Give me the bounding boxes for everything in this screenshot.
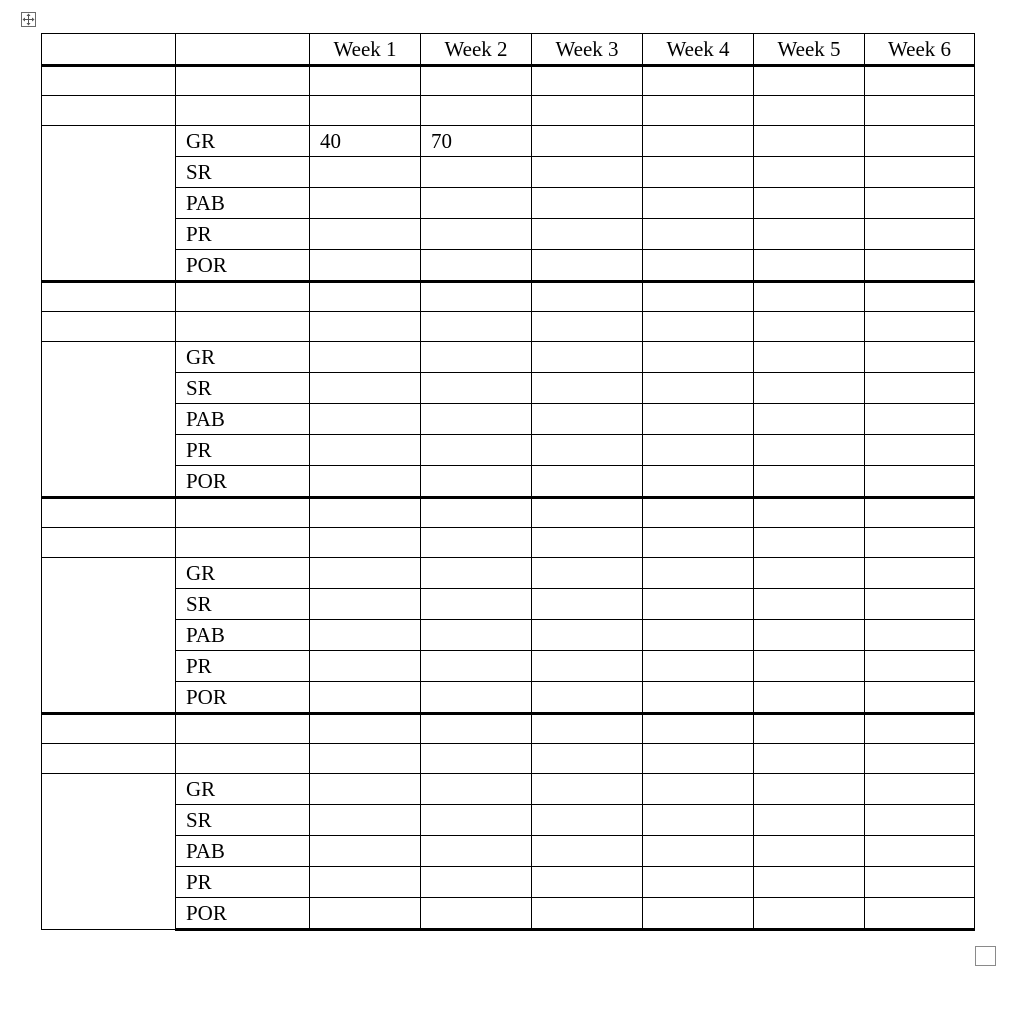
metric-row (42, 682, 975, 714)
empty-cell[interactable] (310, 744, 421, 774)
empty-cell[interactable] (421, 744, 532, 774)
header-blank-cell[interactable] (42, 34, 176, 66)
header-week-cell[interactable]: Week 2 (421, 34, 532, 66)
week-value-cell[interactable] (754, 250, 865, 282)
weekly-tracking-table (41, 33, 975, 931)
week-value-cell[interactable] (421, 682, 532, 714)
group-label-cell[interactable] (42, 774, 176, 930)
week-value-cell[interactable] (532, 589, 643, 620)
metric-label-cell[interactable]: POR (176, 898, 310, 930)
week-value-cell[interactable] (421, 342, 532, 373)
metric-label-cell[interactable]: GR (176, 342, 310, 373)
week-value-cell[interactable] (643, 651, 754, 682)
week-value-cell[interactable] (754, 157, 865, 188)
week-value-cell[interactable] (532, 651, 643, 682)
week-value-cell[interactable] (754, 898, 865, 930)
week-value-cell[interactable] (532, 682, 643, 714)
empty-cell[interactable] (176, 312, 310, 342)
week-value-cell[interactable] (754, 126, 865, 157)
metric-label-cell[interactable]: GR (176, 126, 310, 157)
metric-label-cell[interactable]: PAB (176, 188, 310, 219)
week-value-cell[interactable] (310, 558, 421, 589)
group-label-cell[interactable] (42, 558, 176, 714)
week-value-cell[interactable] (865, 682, 975, 714)
week-value-cell[interactable] (865, 836, 975, 867)
empty-cell[interactable] (532, 714, 643, 744)
empty-cell[interactable] (421, 282, 532, 312)
week-value-cell[interactable] (865, 126, 975, 157)
week-value-cell[interactable] (754, 188, 865, 219)
week-value-cell[interactable] (643, 867, 754, 898)
week-value-cell[interactable] (643, 898, 754, 930)
empty-cell[interactable] (42, 282, 176, 312)
week-value-cell[interactable] (643, 373, 754, 404)
week-value-cell[interactable] (643, 404, 754, 435)
metric-row (42, 867, 975, 898)
week-value-cell[interactable] (643, 219, 754, 250)
empty-cell[interactable] (754, 498, 865, 528)
empty-cell[interactable] (176, 714, 310, 744)
empty-cell[interactable] (865, 744, 975, 774)
week-value-cell[interactable] (643, 435, 754, 466)
metric-row (42, 188, 975, 219)
week-value-cell[interactable] (643, 805, 754, 836)
week-value-cell[interactable] (865, 342, 975, 373)
empty-cell[interactable] (532, 282, 643, 312)
week-value-cell[interactable] (643, 589, 754, 620)
empty-cell[interactable] (421, 312, 532, 342)
week-value-cell[interactable] (865, 157, 975, 188)
week-value-cell[interactable] (532, 867, 643, 898)
week-value-cell[interactable] (643, 682, 754, 714)
week-value-cell[interactable] (643, 157, 754, 188)
week-value-cell[interactable] (865, 898, 975, 930)
week-value-cell[interactable] (865, 805, 975, 836)
metric-label-cell[interactable]: POR (176, 250, 310, 282)
metric-row (42, 651, 975, 682)
week-value-cell[interactable] (421, 466, 532, 498)
metric-label-cell[interactable]: PR (176, 435, 310, 466)
header-week-cell[interactable]: Week 5 (754, 34, 865, 66)
header-blank-cell[interactable] (176, 34, 310, 66)
blank-row (42, 498, 975, 528)
week-value-cell[interactable]: 70 (421, 126, 532, 157)
week-value-cell[interactable] (643, 188, 754, 219)
week-value-cell[interactable] (532, 435, 643, 466)
empty-cell[interactable] (176, 528, 310, 558)
empty-cell[interactable] (865, 66, 975, 96)
metric-label-cell[interactable]: POR (176, 466, 310, 498)
week-value-cell[interactable] (754, 342, 865, 373)
empty-cell[interactable] (532, 528, 643, 558)
header-week-cell[interactable]: Week 1 (310, 34, 421, 66)
metric-row (42, 898, 975, 930)
week-value-cell[interactable] (310, 682, 421, 714)
blank-row (42, 714, 975, 744)
blank-row (42, 528, 975, 558)
week-value-cell[interactable] (532, 373, 643, 404)
empty-cell[interactable] (643, 714, 754, 744)
empty-cell[interactable] (532, 66, 643, 96)
header-week-cell[interactable]: Week 3 (532, 34, 643, 66)
metric-label-cell[interactable]: SR (176, 805, 310, 836)
week-value-cell[interactable] (310, 651, 421, 682)
week-value-cell[interactable] (421, 589, 532, 620)
empty-cell[interactable] (643, 498, 754, 528)
week-value-cell[interactable] (865, 219, 975, 250)
week-value-cell[interactable] (754, 373, 865, 404)
week-value-cell[interactable] (643, 558, 754, 589)
empty-cell[interactable] (643, 528, 754, 558)
week-value-cell[interactable] (421, 620, 532, 651)
week-value-cell[interactable] (643, 620, 754, 651)
week-value-cell[interactable] (310, 373, 421, 404)
group-label-cell[interactable] (42, 126, 176, 282)
week-value-cell[interactable] (310, 342, 421, 373)
week-value-cell[interactable] (532, 805, 643, 836)
metric-label-cell[interactable]: PAB (176, 404, 310, 435)
metric-row (42, 620, 975, 651)
week-value-cell[interactable] (865, 867, 975, 898)
week-value-cell[interactable] (754, 836, 865, 867)
week-value-cell[interactable] (532, 466, 643, 498)
empty-cell[interactable] (42, 744, 176, 774)
metric-label-cell[interactable]: PAB (176, 620, 310, 651)
empty-cell[interactable] (532, 312, 643, 342)
week-value-cell[interactable] (754, 435, 865, 466)
empty-cell[interactable] (865, 498, 975, 528)
four-arrows-icon (22, 13, 35, 26)
empty-cell[interactable] (421, 714, 532, 744)
week-value-cell[interactable] (310, 157, 421, 188)
empty-cell[interactable] (421, 66, 532, 96)
empty-cell[interactable] (310, 96, 421, 126)
week-value-cell[interactable] (532, 558, 643, 589)
metric-label-cell[interactable]: PR (176, 219, 310, 250)
week-value-cell[interactable] (754, 651, 865, 682)
week-value-cell[interactable] (310, 466, 421, 498)
blank-row (42, 66, 975, 96)
week-value-cell[interactable] (865, 404, 975, 435)
metric-row (42, 589, 975, 620)
week-value-cell[interactable] (754, 466, 865, 498)
metric-row (42, 404, 975, 435)
empty-cell[interactable] (310, 282, 421, 312)
week-value-cell[interactable] (532, 188, 643, 219)
week-value-cell[interactable] (421, 404, 532, 435)
week-value-cell[interactable] (421, 898, 532, 930)
week-value-cell[interactable] (421, 774, 532, 805)
empty-cell[interactable] (42, 714, 176, 744)
table-resize-handle-icon[interactable] (975, 946, 996, 966)
week-value-cell[interactable]: 40 (310, 126, 421, 157)
week-value-cell[interactable] (643, 342, 754, 373)
empty-cell[interactable] (421, 528, 532, 558)
week-value-cell[interactable] (643, 466, 754, 498)
week-value-cell[interactable] (421, 157, 532, 188)
empty-cell[interactable] (754, 312, 865, 342)
metric-label-cell[interactable]: SR (176, 589, 310, 620)
metric-row (42, 774, 975, 805)
metric-row (42, 805, 975, 836)
week-value-cell[interactable] (310, 898, 421, 930)
week-value-cell[interactable] (421, 219, 532, 250)
metric-row (42, 836, 975, 867)
week-value-cell[interactable] (532, 898, 643, 930)
week-value-cell[interactable] (421, 250, 532, 282)
week-value-cell[interactable] (865, 620, 975, 651)
empty-cell[interactable] (865, 528, 975, 558)
metric-row (42, 157, 975, 188)
empty-cell[interactable] (643, 744, 754, 774)
week-value-cell[interactable] (310, 867, 421, 898)
empty-cell[interactable] (865, 96, 975, 126)
empty-cell[interactable] (421, 96, 532, 126)
metric-row (42, 219, 975, 250)
header-week-cell[interactable]: Week 4 (643, 34, 754, 66)
week-value-cell[interactable] (310, 219, 421, 250)
week-value-cell[interactable] (754, 867, 865, 898)
week-value-cell[interactable] (865, 188, 975, 219)
week-value-cell[interactable] (421, 867, 532, 898)
empty-cell[interactable] (754, 66, 865, 96)
empty-cell[interactable] (42, 312, 176, 342)
week-value-cell[interactable] (421, 558, 532, 589)
week-value-cell[interactable] (532, 342, 643, 373)
header-row (42, 34, 975, 66)
week-value-cell[interactable] (865, 774, 975, 805)
empty-cell[interactable] (754, 744, 865, 774)
week-value-cell[interactable] (865, 589, 975, 620)
week-value-cell[interactable] (310, 589, 421, 620)
empty-cell[interactable] (754, 282, 865, 312)
empty-cell[interactable] (754, 528, 865, 558)
metric-row (42, 373, 975, 404)
week-value-cell[interactable] (532, 250, 643, 282)
week-value-cell[interactable] (421, 651, 532, 682)
empty-cell[interactable] (865, 312, 975, 342)
week-value-cell[interactable] (643, 836, 754, 867)
metric-label-cell[interactable]: POR (176, 682, 310, 714)
metric-row (42, 558, 975, 589)
blank-row (42, 282, 975, 312)
metric-label-cell[interactable]: SR (176, 157, 310, 188)
blank-row (42, 96, 975, 126)
week-value-cell[interactable] (865, 466, 975, 498)
week-value-cell[interactable] (754, 682, 865, 714)
week-value-cell[interactable] (865, 435, 975, 466)
week-value-cell[interactable] (865, 651, 975, 682)
metric-label-cell[interactable]: PR (176, 867, 310, 898)
metric-label-cell[interactable]: PAB (176, 836, 310, 867)
empty-cell[interactable] (421, 498, 532, 528)
week-value-cell[interactable] (310, 774, 421, 805)
empty-cell[interactable] (532, 744, 643, 774)
empty-cell[interactable] (42, 96, 176, 126)
empty-cell[interactable] (865, 282, 975, 312)
metric-row (42, 466, 975, 498)
week-value-cell[interactable] (310, 805, 421, 836)
week-value-cell[interactable] (532, 219, 643, 250)
empty-cell[interactable] (532, 96, 643, 126)
metric-label-cell[interactable]: GR (176, 558, 310, 589)
empty-cell[interactable] (643, 312, 754, 342)
week-value-cell[interactable] (865, 373, 975, 404)
empty-cell[interactable] (532, 498, 643, 528)
week-value-cell[interactable] (754, 620, 865, 651)
week-value-cell[interactable] (643, 774, 754, 805)
week-value-cell[interactable] (754, 558, 865, 589)
empty-cell[interactable] (310, 714, 421, 744)
week-value-cell[interactable] (310, 188, 421, 219)
week-value-cell[interactable] (532, 157, 643, 188)
metric-row (42, 435, 975, 466)
metric-label-cell[interactable]: PR (176, 651, 310, 682)
empty-cell[interactable] (176, 66, 310, 96)
table-move-handle-icon[interactable] (21, 12, 36, 27)
week-value-cell[interactable] (643, 126, 754, 157)
week-value-cell[interactable] (754, 805, 865, 836)
week-value-cell[interactable] (865, 558, 975, 589)
week-value-cell[interactable] (532, 836, 643, 867)
empty-cell[interactable] (176, 744, 310, 774)
header-week-cell[interactable]: Week 6 (865, 34, 975, 66)
metric-label-cell[interactable]: GR (176, 774, 310, 805)
empty-cell[interactable] (310, 528, 421, 558)
empty-cell[interactable] (42, 528, 176, 558)
week-value-cell[interactable] (532, 404, 643, 435)
week-value-cell[interactable] (865, 250, 975, 282)
table-body (42, 34, 975, 930)
week-value-cell[interactable] (532, 620, 643, 651)
empty-cell[interactable] (754, 714, 865, 744)
week-value-cell[interactable] (754, 774, 865, 805)
week-value-cell[interactable] (421, 188, 532, 219)
empty-cell[interactable] (310, 66, 421, 96)
empty-cell[interactable] (42, 66, 176, 96)
empty-cell[interactable] (42, 498, 176, 528)
week-value-cell[interactable] (310, 836, 421, 867)
blank-row (42, 312, 975, 342)
group-label-cell[interactable] (42, 342, 176, 498)
week-value-cell[interactable] (310, 435, 421, 466)
empty-cell[interactable] (643, 66, 754, 96)
week-value-cell[interactable] (421, 836, 532, 867)
empty-cell[interactable] (865, 714, 975, 744)
empty-cell[interactable] (310, 498, 421, 528)
empty-cell[interactable] (310, 312, 421, 342)
week-value-cell[interactable] (310, 250, 421, 282)
week-value-cell[interactable] (421, 435, 532, 466)
empty-cell[interactable] (754, 96, 865, 126)
week-value-cell[interactable] (532, 126, 643, 157)
week-value-cell[interactable] (310, 620, 421, 651)
metric-label-cell[interactable]: SR (176, 373, 310, 404)
empty-cell[interactable] (643, 282, 754, 312)
week-value-cell[interactable] (754, 404, 865, 435)
week-value-cell[interactable] (310, 404, 421, 435)
metric-row (42, 250, 975, 282)
empty-cell[interactable] (176, 282, 310, 312)
metric-row (42, 342, 975, 373)
week-value-cell[interactable] (532, 774, 643, 805)
week-value-cell[interactable] (421, 805, 532, 836)
week-value-cell[interactable] (754, 589, 865, 620)
empty-cell[interactable] (643, 96, 754, 126)
empty-cell[interactable] (176, 498, 310, 528)
week-value-cell[interactable] (643, 250, 754, 282)
empty-cell[interactable] (176, 96, 310, 126)
blank-row (42, 744, 975, 774)
week-value-cell[interactable] (421, 373, 532, 404)
metric-row (42, 126, 975, 157)
week-value-cell[interactable] (754, 219, 865, 250)
